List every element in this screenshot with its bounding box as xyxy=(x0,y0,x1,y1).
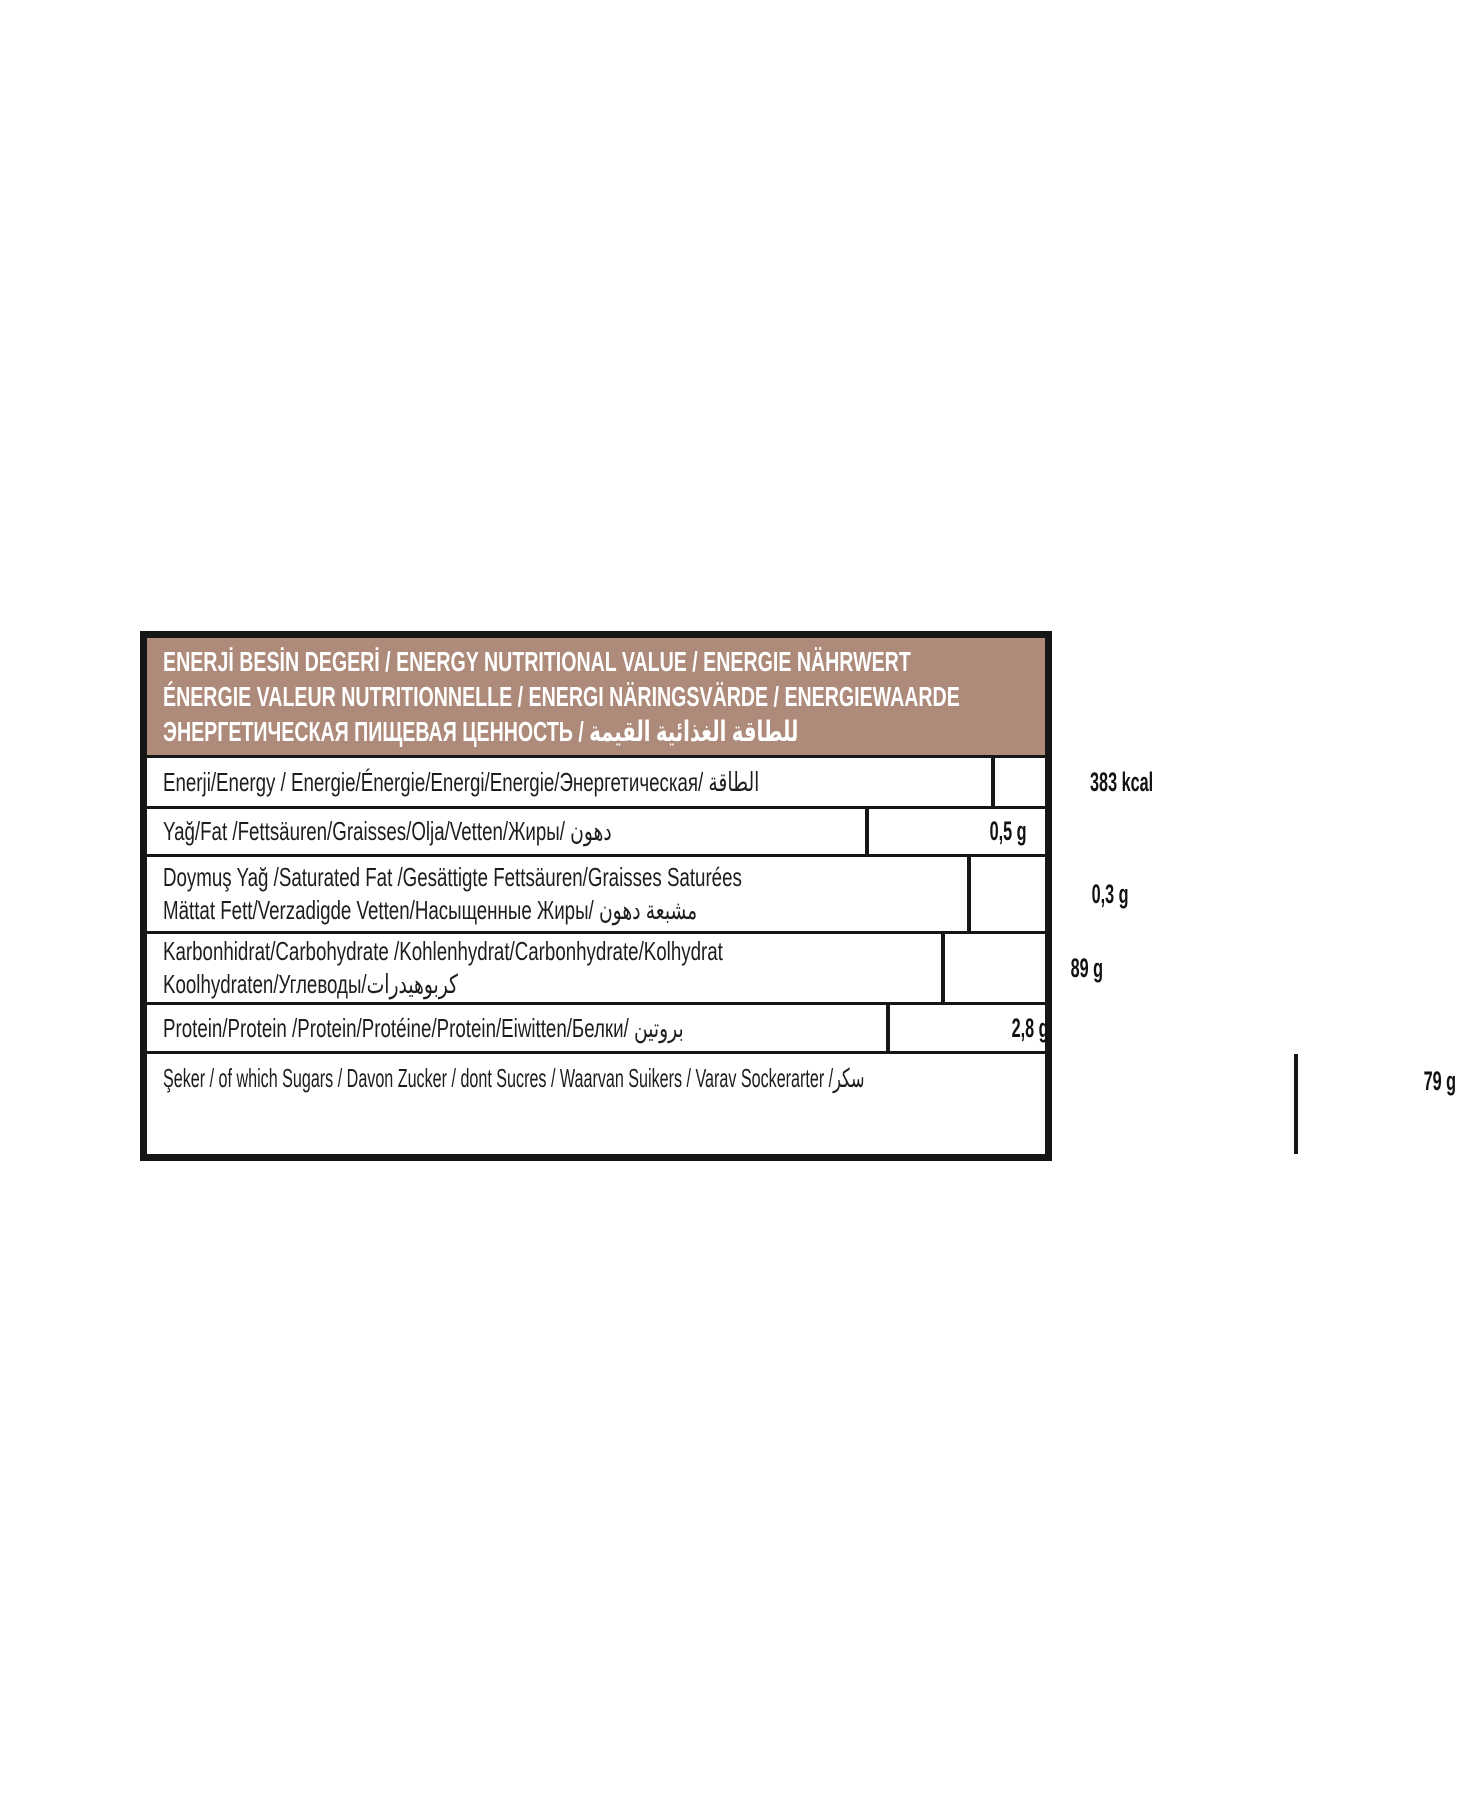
header-title-line-1 xyxy=(163,644,1301,679)
nutrition-facts-table xyxy=(140,631,1457,1161)
table-row-protein xyxy=(147,1002,1049,1051)
energy-value: 383 kcal xyxy=(1090,766,1154,797)
sugars-value-cell xyxy=(1294,1054,1474,1154)
saturated-fat-value-cell xyxy=(967,857,1147,931)
protein-label-cell xyxy=(147,1005,886,1051)
table-row-energy xyxy=(147,755,1154,806)
carbohydrate-label-line-1: Karbonhidrat/Carbohydrate /Kohlenhydrat/Carbonhydrate/Kolhydrat xyxy=(163,936,723,966)
table-row-carbohydrate xyxy=(147,931,1103,1002)
fat-value-cell xyxy=(865,809,1045,854)
carbohydrate-value-cell xyxy=(941,934,1121,1002)
energy-label: Enerji/Energy / Energie/Énergie/Energi/Energie/Энергетическая/ الطاقة xyxy=(163,766,760,797)
fat-label: Yağ/Fat /Fettsäuren/Graisses/Olja/Vetten/Жиры/ دهون xyxy=(163,816,612,846)
per-100g-label: ø / 100g xyxy=(1355,694,1425,732)
saturated-fat-label-line-2: Mättat Fett/Verzadigde Vetten/Насыщенные Жиры/ مشبعة دهون xyxy=(163,895,698,925)
header-title-line-3-text: ЭНЕРГЕТИЧЕСКАЯ ПИЩЕВАЯ ЦЕННОСТЬ / للطاقة الغذائية القيمة xyxy=(163,716,799,747)
protein-label: Protein/Protein /Protein/Protéine/Protein/Eiwitten/Белки/ بروتين xyxy=(163,1012,684,1043)
saturated-fat-value: 0,3 g xyxy=(1092,878,1129,909)
protein-value: 2,8 g xyxy=(1011,1012,1049,1043)
table-row-saturated-fat xyxy=(147,854,1129,931)
header-title-line-1-text: ENERJİ BESİN DEGERİ / ENERGY NUTRITIONAL VALUE / ENERGIE NÄHRWERT xyxy=(163,646,911,677)
carbohydrate-label-cell xyxy=(147,934,941,1002)
fat-value: 0,5 g xyxy=(990,816,1027,846)
carbohydrate-label-line-2: Koolhydraten/Углеводы/كربوهيدرات xyxy=(163,969,458,999)
carbohydrate-value: 89 g xyxy=(1070,952,1103,983)
saturated-fat-label-cell xyxy=(147,857,967,931)
table-row-fat xyxy=(147,806,1045,854)
header-title-line-2 xyxy=(163,679,1301,714)
header-title-block xyxy=(163,644,1301,749)
table-header xyxy=(147,638,1425,755)
header-title-line-3 xyxy=(163,714,1301,749)
header-title-line-2-text: ÉNERGIE VALEUR NUTRITIONNELLE / ENERGI NÄRINGSVÄRDE / ENERGIEWAARDE xyxy=(163,681,960,712)
energy-value-cell xyxy=(991,758,1171,806)
table-row-sugars xyxy=(147,1051,1457,1154)
protein-value-cell xyxy=(886,1005,1066,1051)
saturated-fat-label-line-1: Doymuş Yağ /Saturated Fat /Gesättigte Fettsäuren/Graisses Saturées xyxy=(163,862,742,892)
sugars-label-cell xyxy=(147,1054,1294,1154)
sugars-label: Şeker / of which Sugars / Davon Zucker / dont Sucres / Waarvan Suikers / Varav Sockerarter /سكر xyxy=(163,1063,865,1093)
energy-label-cell xyxy=(147,758,991,806)
per-100g-column-header xyxy=(1301,695,1424,733)
sugars-value: 79 g xyxy=(1423,1066,1457,1096)
fat-label-cell xyxy=(147,809,865,854)
